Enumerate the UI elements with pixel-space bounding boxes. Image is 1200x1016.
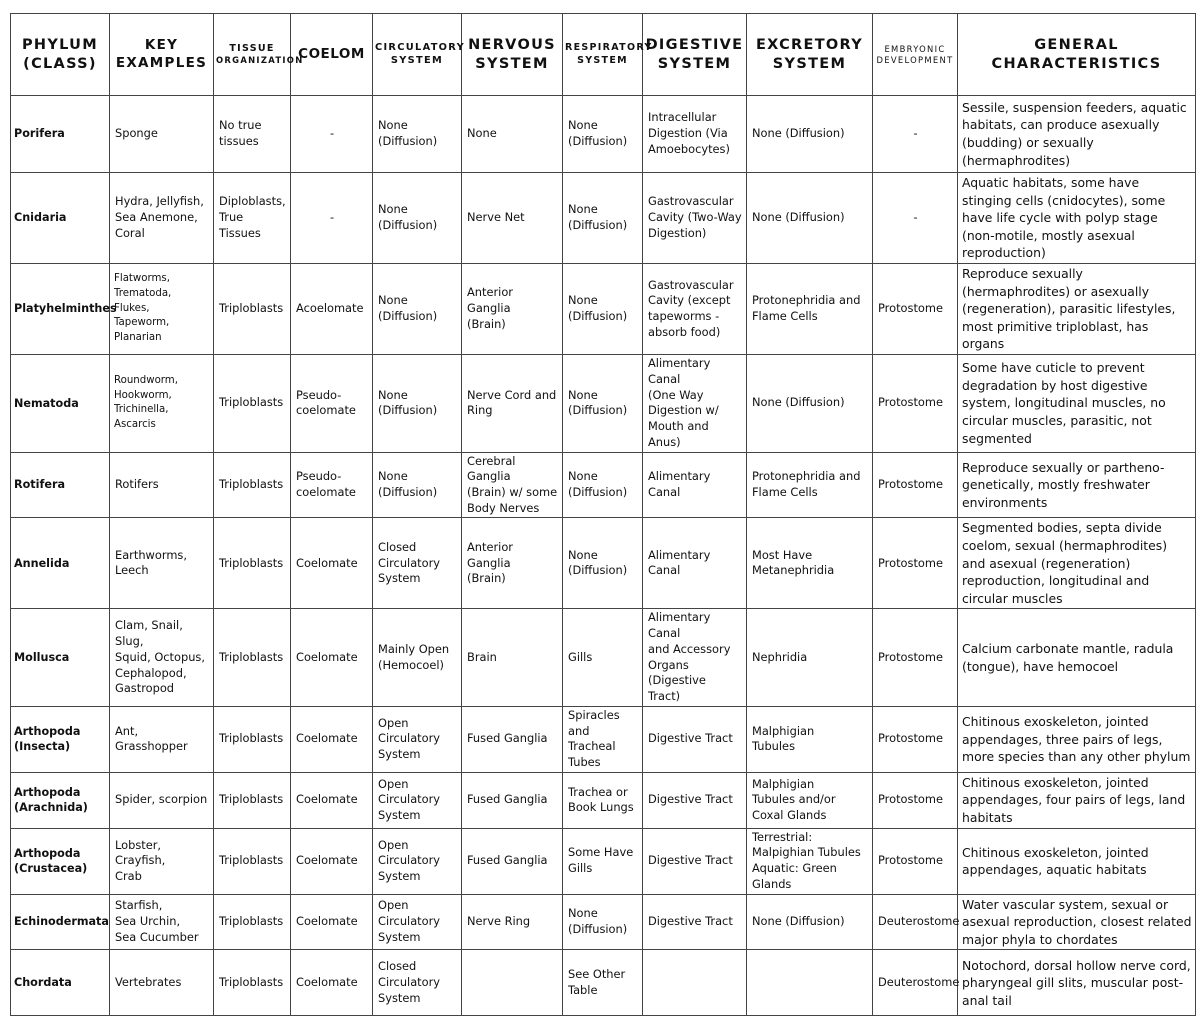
cell-text: None (Diffusion) — [378, 469, 438, 499]
embryonic-development-cell — [873, 355, 958, 452]
cell-text: Calcium carbonate mantle, radula (tongue), have hemocoel — [962, 641, 1174, 674]
cell-text: Arthopoda (Arachnida) — [14, 785, 88, 815]
cell-text: Mollusca — [14, 650, 70, 664]
table-row — [11, 96, 1196, 173]
embryonic-development-cell — [873, 894, 958, 950]
key-examples-cell — [110, 355, 214, 452]
cell-text: Alimentary Canal (One Way Digestion w/ Mouth and Anus) — [648, 356, 719, 449]
cell-text: Segmented bodies, septa divide coelom, sexual (hermaphrodites) and asexual (regeneration) reproduction, longitudinal and circular muscles — [962, 520, 1168, 606]
cell-text: Chitinous exoskeleton, jointed appendages, aquatic habitats — [962, 844, 1149, 878]
phylum-cell — [11, 950, 110, 1016]
cell-text: Vertebrates — [115, 975, 182, 990]
cell-text: Reproduce sexually (hermaphrodites) or asexually (regeneration), parasitic lifestyles, most primitive triploblast, has organs — [962, 266, 1176, 352]
table-row — [11, 950, 1196, 1016]
cell-text: Arthopoda (Insecta) — [14, 724, 81, 754]
tissue-organization-cell — [214, 518, 291, 609]
phylum-cell — [11, 772, 110, 828]
cell-text: Intracellular Digestion (Via Amoebocytes) — [648, 110, 730, 156]
key-examples-cell — [110, 828, 214, 894]
table-row — [11, 518, 1196, 609]
cell-text: Gastrovascular Cavity (Two-Way Digestion) — [648, 194, 742, 240]
circulatory-system-cell — [373, 355, 462, 452]
cell-text: None (Diffusion) — [752, 914, 845, 929]
key-examples-cell — [110, 96, 214, 173]
cell-text: Triploblasts — [219, 792, 284, 807]
digestive-system-cell — [643, 96, 747, 173]
cell-text: Sessile, suspension feeders, aquatic habitats, can produce asexually (budding) or sexually (hermaphrodites) — [962, 99, 1187, 168]
cell-text: None (Diffusion) — [568, 906, 628, 936]
cell-text: Nerve Ring — [467, 914, 531, 929]
cell-text: Arthopoda (Crustacea) — [14, 846, 88, 876]
cell-text: Gills — [568, 649, 593, 664]
respiratory-system-cell — [563, 173, 643, 264]
key-examples-cell — [110, 950, 214, 1016]
cell-text: Open Circulatory System — [378, 898, 441, 944]
cell-text: None (Diffusion) — [752, 210, 845, 225]
key-examples-cell — [110, 452, 214, 518]
cell-text: Water vascular system, sexual or asexual reproduction, closest related major phyla to chordates — [962, 896, 1192, 947]
header-coelom: COELOM — [291, 14, 373, 96]
respiratory-system-cell — [563, 609, 643, 706]
table-row — [11, 173, 1196, 264]
cell-text: Lobster, Crayfish, Crab — [115, 837, 166, 883]
cell-text: Coelomate — [296, 731, 358, 746]
general-characteristics-cell — [958, 772, 1196, 828]
header-respiratory-system: RESPIRATORY SYSTEM — [563, 14, 643, 96]
cell-text: Terrestrial: Malpighian Tubules Aquatic: Green Glands — [752, 829, 861, 891]
general-characteristics-cell — [958, 173, 1196, 264]
circulatory-system-cell — [373, 452, 462, 518]
cell-text: Acoelomate — [296, 301, 364, 316]
cell-text: Alimentary Canal — [648, 469, 711, 499]
cell-text: None (Diffusion) — [378, 293, 438, 324]
digestive-system-cell — [643, 772, 747, 828]
table-row — [11, 706, 1196, 772]
excretory-system-cell — [747, 772, 873, 828]
cell-text: Triploblasts — [219, 914, 284, 929]
cell-text: Nematoda — [14, 396, 79, 410]
cell-text: Coelomate — [296, 649, 358, 664]
key-examples-cell — [110, 173, 214, 264]
circulatory-system-cell — [373, 706, 462, 772]
cell-text: Starfish, Sea Urchin, Sea Cucumber — [115, 898, 199, 944]
cell-text: - — [913, 126, 918, 141]
respiratory-system-cell — [563, 518, 643, 609]
coelom-cell — [291, 355, 373, 452]
cell-text: None (Diffusion) — [752, 126, 845, 141]
cell-text: Digestive Tract — [648, 731, 733, 746]
cell-text: Roundworm, Hookworm, Trichinella, Ascarcis — [114, 374, 178, 431]
cell-text: None (Diffusion) — [752, 395, 845, 410]
cell-text: Diploblasts, True Tissues — [219, 194, 286, 240]
coelom-cell — [291, 894, 373, 950]
cell-text: None (Diffusion) — [568, 118, 628, 148]
tissue-organization-cell — [214, 894, 291, 950]
phylum-cell — [11, 173, 110, 264]
excretory-system-cell — [747, 452, 873, 518]
tissue-organization-cell — [214, 355, 291, 452]
header-nervous-system: NERVOUS SYSTEM — [462, 14, 563, 96]
cell-text: Protostome — [878, 731, 943, 746]
cell-text: Triploblasts — [219, 649, 284, 664]
cell-text: Digestive Tract — [648, 792, 733, 807]
nervous-system-cell — [462, 173, 563, 264]
cell-text: Rotifera — [14, 478, 66, 492]
cell-text: None (Diffusion) — [378, 118, 438, 148]
cell-text: Coelomate — [296, 853, 358, 868]
cell-text: Triploblasts — [219, 395, 284, 410]
circulatory-system-cell — [373, 828, 462, 894]
tissue-organization-cell — [214, 452, 291, 518]
digestive-system-cell — [643, 706, 747, 772]
cell-text: Triploblasts — [219, 853, 284, 868]
cell-text: None (Diffusion) — [568, 293, 628, 324]
table-row — [11, 355, 1196, 452]
cell-text: Annelida — [14, 556, 70, 570]
cell-text: Aquatic habitats, some have stinging cells (cnidocytes), some have life cycle with polyp stage (non-motile, mostly asexual reproduction) — [962, 175, 1166, 261]
cell-text: Chitinous exoskeleton, jointed appendages, three pairs of legs, more species than any other phylum — [962, 713, 1191, 765]
cell-text: Cnidaria — [14, 211, 67, 225]
phylum-cell — [11, 264, 117, 355]
phylum-cell — [11, 452, 110, 518]
cell-text: None (Diffusion) — [378, 202, 438, 233]
header-tissue-organization: TISSUE ORGANIZATION — [214, 14, 291, 96]
nervous-system-cell — [462, 894, 563, 950]
embryonic-development-cell — [873, 173, 958, 264]
key-examples-cell — [110, 264, 214, 355]
embryonic-development-cell — [873, 452, 958, 518]
excretory-system-cell — [747, 96, 873, 173]
cell-text: Triploblasts — [219, 731, 284, 746]
nervous-system-cell — [462, 96, 563, 173]
excretory-system-cell — [747, 828, 873, 894]
phylum-cell — [11, 96, 110, 173]
cell-text: Triploblasts — [219, 477, 284, 492]
digestive-system-cell — [643, 609, 747, 706]
cell-text: Open Circulatory System — [378, 776, 441, 823]
phylum-cell — [11, 828, 110, 894]
cell-text: Protostome — [878, 792, 943, 807]
coelom-cell — [291, 96, 373, 173]
cell-text: Chitinous exoskeleton, jointed appendages, four pairs of legs, land habitats — [962, 774, 1186, 826]
table-row — [11, 609, 1196, 706]
digestive-system-cell — [643, 518, 747, 609]
tissue-organization-cell — [214, 609, 291, 706]
table-row — [11, 772, 1196, 828]
key-examples-cell — [110, 518, 214, 609]
cell-text: Alimentary Canal and Accessory Organs (Digestive Tract) — [648, 610, 731, 704]
cell-text: Fused Ganglia — [467, 853, 548, 868]
cell-text: Protostome — [878, 477, 943, 492]
phylum-cell — [11, 706, 110, 772]
embryonic-development-cell — [873, 772, 958, 828]
header-row — [11, 14, 1196, 96]
coelom-cell — [291, 828, 373, 894]
coelom-cell — [291, 264, 373, 355]
cell-text: Alimentary Canal — [648, 547, 711, 578]
embryonic-development-cell — [873, 706, 958, 772]
tissue-organization-cell — [214, 772, 291, 828]
general-characteristics-cell — [958, 706, 1196, 772]
cell-text: None (Diffusion) — [378, 387, 438, 418]
cell-text: - — [329, 126, 335, 141]
cell-text: Protostome — [878, 649, 943, 664]
cell-text: Coelomate — [296, 555, 358, 570]
cell-text: No true tissues — [219, 118, 262, 148]
header-excretory-system: EXCRETORY SYSTEM — [747, 14, 873, 96]
header-circulatory-system: CIRCULATORY SYSTEM — [373, 14, 462, 96]
cell-text: Trachea or Book Lungs — [568, 784, 634, 815]
respiratory-system-cell — [563, 772, 643, 828]
excretory-system-cell — [747, 950, 873, 1016]
digestive-system-cell — [643, 452, 747, 518]
cell-text: Some Have Gills — [568, 845, 634, 876]
digestive-system-cell — [643, 950, 747, 1016]
cell-text: Deuterostome — [878, 975, 960, 990]
cell-text: Digestive Tract — [648, 853, 733, 868]
tissue-organization-cell — [214, 828, 291, 894]
respiratory-system-cell — [563, 452, 643, 518]
cell-text: Mainly Open (Hemocoel) — [378, 641, 450, 672]
digestive-system-cell — [643, 828, 747, 894]
cell-text: Open Circulatory System — [378, 837, 441, 883]
phylum-cell — [11, 518, 110, 609]
table-row — [11, 264, 1196, 355]
excretory-system-cell — [747, 173, 873, 264]
header-key-examples: KEY EXAMPLES — [110, 14, 214, 96]
general-characteristics-cell — [958, 518, 1196, 609]
header-digestive-system: DIGESTIVE SYSTEM — [643, 14, 747, 96]
tissue-organization-cell — [214, 96, 291, 173]
embryonic-development-cell — [873, 828, 958, 894]
cell-text: Porifera — [14, 127, 65, 141]
excretory-system-cell — [747, 518, 873, 609]
respiratory-system-cell — [563, 894, 643, 950]
nervous-system-cell — [462, 950, 563, 1016]
cell-text: Spiracles and Tracheal Tubes — [568, 707, 620, 770]
circulatory-system-cell — [373, 173, 462, 264]
coelom-cell — [291, 518, 373, 609]
table-row — [11, 452, 1196, 518]
general-characteristics-cell — [958, 950, 1196, 1016]
cell-text: Closed Circulatory System — [378, 539, 441, 586]
cell-text: Notochord, dorsal hollow nerve cord, pharyngeal gill slits, muscular post-anal tail — [962, 957, 1191, 1008]
cell-text: Open Circulatory System — [378, 715, 441, 762]
coelom-cell — [291, 452, 373, 518]
phylum-comparison-table — [10, 13, 1196, 1016]
general-characteristics-cell — [958, 264, 1196, 355]
circulatory-system-cell — [373, 609, 462, 706]
respiratory-system-cell — [563, 950, 643, 1016]
circulatory-system-cell — [373, 950, 462, 1016]
cell-text: None (Diffusion) — [568, 547, 628, 578]
cell-text: Fused Ganglia — [467, 731, 548, 746]
cell-text: Coelomate — [296, 975, 358, 990]
embryonic-development-cell — [873, 264, 958, 355]
key-examples-cell — [110, 609, 214, 706]
nervous-system-cell — [462, 828, 563, 894]
embryonic-development-cell — [873, 950, 958, 1016]
table-row — [11, 828, 1196, 894]
cell-text: Some have cuticle to prevent degradation by host digestive system, longitudinal muscles, no circular muscles, parasitic, not segmented — [962, 360, 1166, 446]
key-examples-cell — [110, 706, 214, 772]
cell-text: See Other Table — [568, 967, 626, 997]
cell-text: Malphigian Tubules and/or Coxal Glands — [752, 776, 836, 823]
cell-text: Nerve Cord and Ring — [467, 387, 557, 418]
cell-text: Sponge — [115, 126, 158, 141]
general-characteristics-cell — [958, 96, 1196, 173]
cell-text: Brain — [467, 649, 497, 664]
nervous-system-cell — [462, 609, 563, 706]
respiratory-system-cell — [563, 828, 643, 894]
digestive-system-cell — [643, 264, 747, 355]
cell-text: Spider, scorpion — [115, 792, 208, 807]
coelom-cell — [291, 609, 373, 706]
cell-text: Ant, Grasshopper — [115, 723, 188, 754]
cell-text: Clam, Snail, Slug, Squid, Octopus, Cephalopod, Gastropod — [115, 618, 205, 696]
cell-text: Protostome — [878, 301, 943, 316]
cell-text: Anterior Ganglia (Brain) — [467, 539, 513, 586]
general-characteristics-cell — [958, 828, 1196, 894]
phylum-cell — [11, 609, 110, 706]
excretory-system-cell — [747, 894, 873, 950]
cell-text: Protostome — [878, 395, 943, 410]
digestive-system-cell — [643, 894, 747, 950]
excretory-system-cell — [747, 609, 873, 706]
tissue-organization-cell — [214, 173, 291, 264]
general-characteristics-cell — [958, 609, 1196, 706]
header-phylum: PHYLUM (CLASS) — [11, 14, 110, 96]
tissue-organization-cell — [214, 706, 291, 772]
cell-text: Rotifers — [115, 477, 159, 492]
cell-text: Coelomate — [296, 792, 358, 807]
embryonic-development-cell — [873, 96, 958, 173]
nervous-system-cell — [462, 355, 563, 452]
cell-text: Coelomate — [296, 914, 358, 929]
cell-text: - — [913, 210, 918, 225]
table-row — [11, 894, 1196, 950]
cell-text: Anterior Ganglia (Brain) — [467, 285, 513, 331]
phylum-cell — [11, 894, 110, 950]
tissue-organization-cell — [214, 950, 291, 1016]
nervous-system-cell — [462, 264, 563, 355]
excretory-system-cell — [747, 355, 873, 452]
cell-text: Cerebral Ganglia (Brain) w/ some Body Nerves — [467, 453, 558, 515]
general-characteristics-cell — [958, 894, 1196, 950]
cell-text: Fused Ganglia — [467, 792, 548, 807]
coelom-cell — [291, 950, 373, 1016]
nervous-system-cell — [462, 706, 563, 772]
cell-text: Flatworms, Trematoda, Flukes, Tapeworm, Planarian — [114, 273, 172, 344]
phylum-cell — [11, 355, 110, 452]
cell-text: Gastrovascular Cavity (except tapeworms - absorb food) — [648, 277, 734, 339]
cell-text: Protonephridia and Flame Cells — [752, 469, 861, 499]
respiratory-system-cell — [563, 96, 643, 173]
excretory-system-cell — [747, 706, 873, 772]
cell-text: Hydra, Jellyfish, Sea Anemone, Coral — [115, 194, 204, 240]
excretory-system-cell — [747, 264, 873, 355]
header-embryonic-development: EMBRYONIC DEVELOPMENT — [873, 14, 958, 96]
digestive-system-cell — [643, 355, 747, 452]
cell-text: Triploblasts — [219, 975, 284, 990]
nervous-system-cell — [462, 772, 563, 828]
cell-text: Platyhelminthes — [14, 302, 117, 316]
cell-text: Triploblasts — [219, 555, 284, 570]
cell-text: Protostome — [878, 555, 943, 570]
header-general-characteristics: GENERAL CHARACTERISTICS — [958, 14, 1196, 96]
coelom-cell — [291, 173, 373, 264]
respiratory-system-cell — [563, 355, 643, 452]
cell-text: None (Diffusion) — [568, 202, 628, 233]
circulatory-system-cell — [373, 518, 462, 609]
respiratory-system-cell — [563, 706, 643, 772]
circulatory-system-cell — [373, 772, 462, 828]
cell-text: None (Diffusion) — [568, 387, 628, 418]
cell-text: - — [329, 210, 335, 225]
circulatory-system-cell — [373, 264, 462, 355]
nervous-system-cell — [462, 452, 563, 518]
circulatory-system-cell — [373, 894, 462, 950]
key-examples-cell — [110, 894, 214, 950]
coelom-cell — [291, 706, 373, 772]
cell-text: Protostome — [878, 853, 943, 868]
cell-text: Reproduce sexually or partheno- genetically, mostly freshwater environments — [962, 459, 1165, 510]
cell-text: Closed Circulatory System — [378, 959, 441, 1005]
cell-text: Nephridia — [752, 649, 808, 664]
general-characteristics-cell — [958, 355, 1196, 452]
cell-text: Deuterostome — [878, 914, 960, 929]
cell-text: Nerve Net — [467, 210, 525, 225]
cell-text: Pseudo- coelomate — [296, 387, 356, 418]
tissue-organization-cell — [214, 264, 291, 355]
embryonic-development-cell — [873, 609, 958, 706]
cell-text: Malphigian Tubules — [752, 723, 815, 754]
cell-text: Protonephridia and Flame Cells — [752, 293, 861, 324]
cell-text: Most Have Metanephridia — [752, 547, 835, 578]
cell-text: Chordata — [14, 976, 72, 990]
cell-text: Digestive Tract — [648, 914, 733, 929]
general-characteristics-cell — [958, 452, 1196, 518]
key-examples-cell — [110, 772, 214, 828]
cell-text: Earthworms, Leech — [115, 547, 187, 578]
cell-text: Triploblasts — [219, 301, 284, 316]
digestive-system-cell — [643, 173, 747, 264]
coelom-cell — [291, 772, 373, 828]
cell-text: None — [467, 126, 497, 141]
cell-text: Echinodermata — [14, 915, 109, 929]
nervous-system-cell — [462, 518, 563, 609]
embryonic-development-cell — [873, 518, 958, 609]
circulatory-system-cell — [373, 96, 462, 173]
cell-text: Pseudo- coelomate — [296, 469, 356, 499]
respiratory-system-cell — [563, 264, 643, 355]
cell-text: None (Diffusion) — [568, 469, 628, 499]
